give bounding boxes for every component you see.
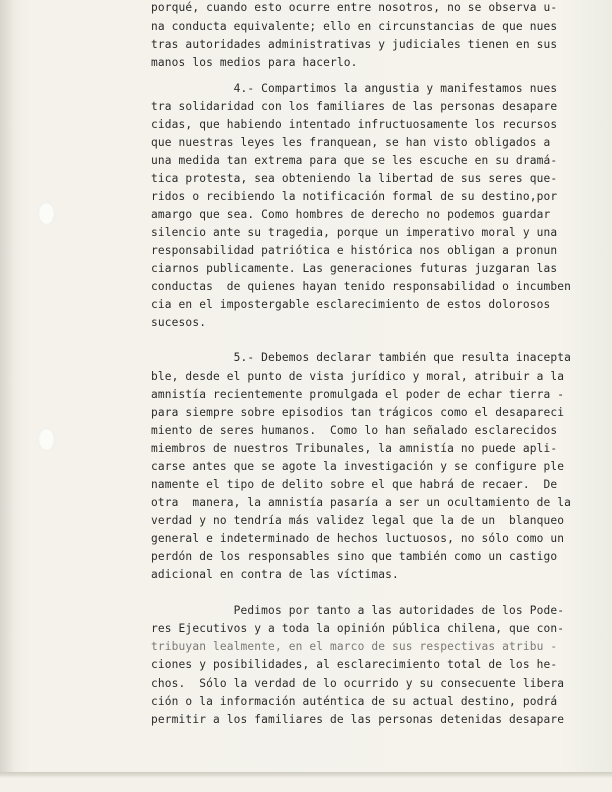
text-line: otra manera, la amnistía pasaría a ser un ocultamiento de la — [151, 496, 572, 509]
text-line: 5.- Debemos declarar también que resulta inacepta — [151, 351, 572, 364]
text-line: miembros de nuestros Tribunales, la amnistía no puede apli- — [151, 442, 558, 455]
text-line: ciones y posibilidades, al esclarecimiento total de los he- — [151, 658, 558, 671]
text-line: miento de seres humanos. Como lo han señalado esclarecidos — [151, 424, 558, 437]
text-line: na conducta equivalente; ello en circunstancias de que nues — [151, 20, 558, 33]
text-line: una medida tan extrema para que se les escuche en su dramá- — [151, 154, 558, 167]
text-line: cia en el impostergable esclarecimiento de estos dolorosos — [151, 298, 551, 311]
text-line: que nuestras leyes les franquean, se han visto obligados a — [151, 136, 551, 149]
text-line: responsabilidad patriótica e histórica nos obligan a pronun — [151, 244, 558, 257]
text-line: res Ejecutivos y a toda la opinión pública chilena, que con- — [151, 622, 565, 635]
punch-hole — [38, 428, 55, 451]
text-line: tra solidaridad con los familiares de las personas desapare — [151, 100, 558, 113]
text-line: para siempre sobre episodios tan trágicos como el desapareci — [151, 406, 565, 419]
scan-bottom-edge — [0, 772, 612, 792]
text-line: conductas de quienes hayan tenido responsabilidad o incumben — [151, 280, 572, 293]
text-line: namente el tipo de delito sobre el que habrá de recaer. De — [151, 478, 558, 491]
text-line: tribuyan lealmente, en el marco de sus respectivas atribu - — [151, 640, 558, 653]
text-line: permitir a los familiares de las personas detenidas desapare — [151, 713, 565, 726]
punch-hole — [38, 202, 55, 225]
text-line: perdón de los responsables sino que también como un castigo — [151, 550, 558, 563]
text-line: 4.- Compartimos la angustia y manifestamos nues — [151, 82, 558, 95]
text-line: sucesos. — [151, 316, 207, 329]
text-line: ciarnos publicamente. Las generaciones futuras juzgaran las — [151, 262, 558, 275]
text-line: carse antes que se agote la investigación y se configure ple — [151, 460, 565, 473]
text-line: tras autoridades administrativas y judiciales tienen en sus — [151, 38, 558, 51]
text-line: porqué, cuando esto ocurre entre nosotros, no se observa u- — [151, 1, 558, 14]
text-line: general e indeterminado de hechos luctuosos, no sólo como un — [151, 532, 565, 545]
text-line: ble, desde el punto de vista jurídico y moral, atribuir a la — [151, 370, 565, 383]
scan-edge-shadow — [0, 0, 14, 792]
text-line: silencio ante su tragedia, porque un imperativo moral y una — [151, 226, 558, 239]
text-line: ridos o recibiendo la notificación formal de su destino,por — [151, 190, 558, 203]
text-line: cidas, que habiendo intentado infructuosamente los recursos — [151, 118, 558, 131]
text-line: manos los medios para hacerlo. — [151, 56, 358, 69]
text-line: tica protesta, sea obteniendo la libertad de sus seres que- — [151, 172, 558, 185]
text-line: ción o la información auténtica de su actual destino, podrá — [151, 695, 558, 708]
text-line: adicional en contra de las víctimas. — [151, 568, 399, 581]
text-line: amargo que sea. Como hombres de derecho no podemos guardar — [151, 208, 551, 221]
text-line: amnistía recientemente promulgada el poder de echar tierra - — [151, 388, 565, 401]
text-line: chos. Sólo la verdad de lo ocurrido y su consecuente libera — [151, 677, 565, 690]
text-line: Pedimos por tanto a las autoridades de los Pode- — [151, 604, 565, 617]
text-line: verdad y no tendría más validez legal que la de un blanqueo — [151, 514, 565, 527]
